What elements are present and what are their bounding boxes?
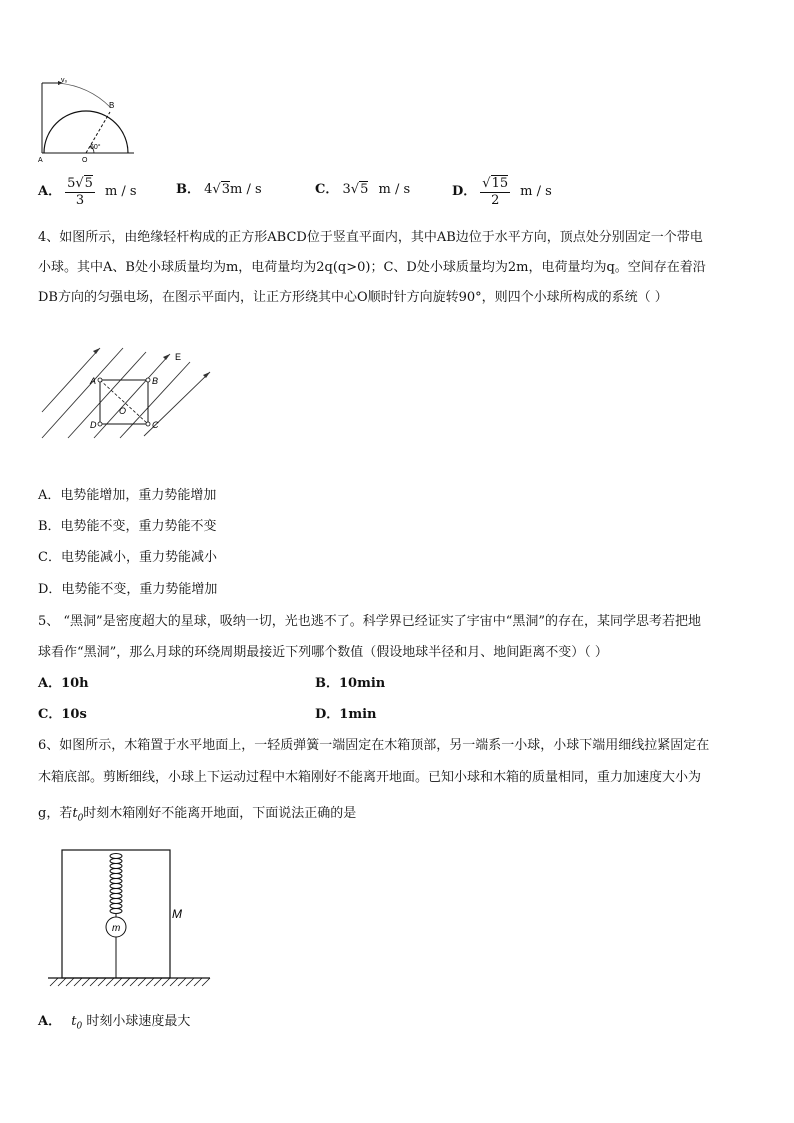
q3-option-a	[38, 170, 137, 214]
q6-line-3: g，若$t_0$时刻木箱刚好不能离开地面，下面说法正确的是	[38, 806, 357, 824]
q6-option-a: A． $t_0$ 时刻小球速度最大	[38, 1014, 191, 1032]
q4-line-2: 小球。其中A、B处小球质量均为m，电荷量均为2q(q>0)；C、D处小球质量均为2m，电荷量均为q。空间存在着沿	[38, 260, 706, 275]
q5-option-c: C．10s	[38, 707, 87, 722]
q6-M-label: M	[172, 907, 182, 921]
q4-b-label: B	[152, 376, 159, 386]
q3-option-d: D． $\frac{√15}{2}$ m / s	[452, 175, 552, 208]
q4-o-label: O	[119, 406, 127, 416]
q6-line-2: 木箱底部。剪断细线，小球上下运动过程中木箱刚好不能离开地面。已知小球和木箱的质量相同，重力加速度大小为	[38, 770, 702, 785]
q3-option-c: C． 3√5 m / s	[315, 182, 411, 197]
q3-b-label: B	[109, 101, 115, 110]
q3-option-d-fraction: $\frac{√15}{2}$	[482, 175, 509, 208]
q5-line-2: 球看作“黑洞”，那么月球的环绕周期最接近下列哪个数值（假设地球半径和月、地间距离不变）（ ）	[38, 645, 608, 660]
q6-m-label: m	[112, 923, 121, 934]
q4-line-1: 4、如图所示，由绝缘轻杆构成的正方形ABCD位于竖直平面内，其中AB边位于水平方向，顶点处分别固定一个带电	[38, 230, 703, 245]
q3-angle-label: 60°	[90, 144, 101, 151]
q4-option-a: A．电势能增加，重力势能增加	[38, 488, 217, 503]
q4-line-3: DB方向的匀强电场，在图示平面内，让正方形绕其中心O顺时针方向旋转90°，则四个小球所构成的系统（ ）	[38, 290, 668, 305]
q5-option-a: A．10h	[38, 676, 89, 691]
q5-line-1: 5、 “黑洞”是密度超大的星球，吸纳一切，光也逃不了。科学界已经证实了宇宙中“黑洞”的存在，某同学思考若把地	[38, 614, 701, 629]
q3-figure	[34, 74, 144, 164]
q3-option-a-unit: m / s	[104, 184, 137, 199]
q3-option-b: B． 4√3m / s	[176, 182, 262, 197]
q4-option-b: B．电势能不变，重力势能不变	[38, 519, 217, 534]
q4-figure	[38, 340, 223, 440]
q3-a-label: A	[38, 157, 43, 164]
q4-c-label: C	[152, 420, 159, 430]
q3-option-a-fraction: $\frac{5√5}{3}$	[67, 175, 93, 208]
q6-t0: $t_0$	[72, 806, 84, 824]
q5-option-b: B．10min	[315, 676, 386, 691]
q4-a-label: A	[90, 376, 97, 386]
q4-e-label: E	[175, 352, 182, 362]
q3-option-a-label: A．	[38, 184, 62, 199]
q4-option-d: D．电势能不变，重力势能增加	[38, 582, 218, 597]
q3-o-label: O	[82, 157, 88, 164]
q6-line-1: 6、如图所示，木箱置于水平地面上，一轻质弹簧一端固定在木箱顶部，另一端系一小球，小球下端用细线拉紧固定在	[38, 738, 710, 753]
q6-figure	[40, 842, 215, 992]
q3-v0-label: v₀	[61, 77, 68, 84]
q4-option-c: C．电势能减小，重力势能减小	[38, 550, 217, 565]
q5-option-d: D．1min	[315, 707, 377, 722]
q4-d-label: D	[90, 420, 97, 430]
